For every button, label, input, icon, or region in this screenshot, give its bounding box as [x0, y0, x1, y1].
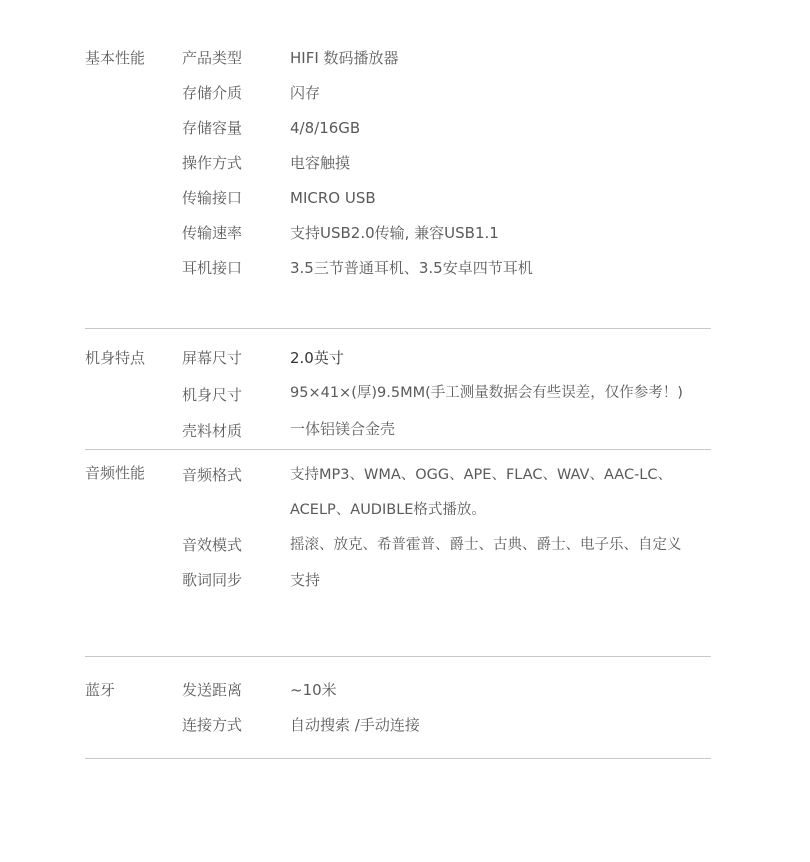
- spec-value: 闪存: [290, 84, 321, 102]
- spec-value: 支持: [290, 571, 321, 589]
- spec-label: 音效模式: [182, 536, 243, 554]
- spec-label: 耳机接口: [182, 259, 243, 277]
- spec-label: 操作方式: [182, 154, 243, 172]
- spec-value: 95×41×(厚)9.5MM(手工测量数据会有些误差，仅作参考！): [290, 385, 683, 401]
- category-label: 音频性能: [85, 464, 146, 482]
- spec-label: 连接方式: [182, 716, 243, 734]
- spec-label: 存储容量: [182, 119, 243, 137]
- spec-value: 自动搜索 /手动连接: [290, 716, 420, 734]
- spec-value-continued: ACELP、AUDIBLE格式播放。: [290, 502, 486, 518]
- category-label: 基本性能: [85, 49, 146, 67]
- section-divider: [85, 449, 711, 450]
- spec-value: ~10米: [290, 681, 337, 699]
- spec-label: 传输接口: [182, 189, 243, 207]
- spec-label: 存储介质: [182, 84, 243, 102]
- category-label: 蓝牙: [85, 681, 116, 699]
- spec-value: 支持MP3、WMA、OGG、APE、FLAC、WAV、AAC-LC、: [290, 467, 672, 483]
- section-divider: [85, 656, 711, 657]
- section-divider: [85, 758, 711, 759]
- spec-label: 机身尺寸: [182, 386, 243, 404]
- spec-label: 传输速率: [182, 224, 243, 242]
- spec-value: 支持USB2.0传输, 兼容USB1.1: [290, 224, 499, 242]
- spec-label: 音频格式: [182, 466, 243, 484]
- spec-label: 发送距离: [182, 681, 243, 699]
- spec-value: 4/8/16GB: [290, 119, 361, 137]
- section-divider: [85, 328, 711, 329]
- spec-label: 产品类型: [182, 49, 243, 67]
- spec-value: 2.0英寸: [290, 349, 344, 367]
- spec-value: 电容触摸: [290, 154, 351, 172]
- spec-value: MICRO USB: [290, 189, 376, 207]
- spec-label: 屏幕尺寸: [182, 349, 243, 367]
- spec-value: 一体铝镁合金壳: [290, 420, 396, 438]
- category-label: 机身特点: [85, 349, 146, 367]
- spec-label: 壳料材质: [182, 422, 243, 440]
- spec-value: HIFI 数码播放器: [290, 49, 399, 67]
- spec-value: 3.5三节普通耳机、3.5安卓四节耳机: [290, 259, 533, 277]
- spec-value: 摇滚、放克、希普霍普、爵士、古典、爵士、电子乐、自定义: [290, 537, 682, 553]
- spec-label: 歌词同步: [182, 571, 243, 589]
